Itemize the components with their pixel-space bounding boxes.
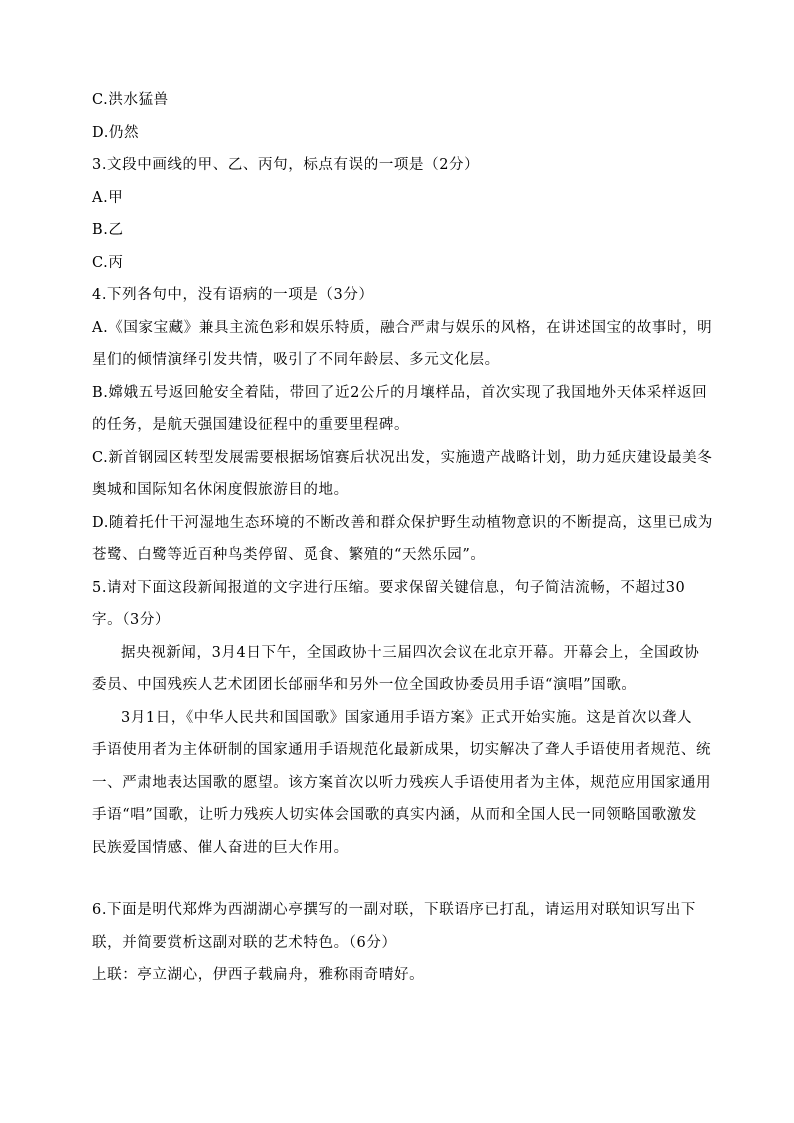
option-b-q3: B.乙 — [92, 222, 124, 238]
option-line: C.新首钢园区转型发展需要根据场馆赛后状况出发，实施遗产战略计划，助力延庆建设最美冬 — [92, 449, 713, 466]
paragraph-line: 一、严肃地表达国歌的愿望。该方案首次以听力残疾人手语使用者为主体，规范应用国家通用 — [92, 774, 712, 791]
news-paragraph-1 — [92, 637, 732, 702]
paragraph-line: 民族爱国情感、催人奋进的巨大作用。 — [92, 839, 349, 856]
stem-line: 5.请对下面这段新闻报道的文字进行压缩。要求保留关键信息，句子简洁流畅，不超过30 — [92, 579, 686, 596]
option-line: D.随着托什干河湿地生态环境的不断改善和群众保护野生动植物意识的不断提高，这里已成为 — [92, 514, 713, 531]
option-c-q2: C.洪水猛兽 — [92, 92, 169, 108]
option-d-q2: D.仍然 — [92, 124, 140, 141]
paragraph-line: 据央视新闻，3月4日下午，全国政协十三届四次会议在北京开幕。开幕会上，全国政协 — [121, 644, 700, 661]
paragraph-line: 委员、中国残疾人艺术团团长邰丽华和另外一位全国政协委员用手语“演唱”国歌。 — [92, 677, 637, 693]
option-line: 的任务，是航天强国建设征程中的重要里程碑。 — [92, 417, 410, 433]
option-a-q4 — [92, 312, 732, 377]
option-c-q4 — [92, 442, 732, 507]
option-line: A.《国家宝藏》兼具主流色彩和娱乐特质，融合严肃与娱乐的风格，在讲述国宝的故事时，明 — [92, 319, 713, 336]
document-page — [92, 84, 732, 992]
paragraph-line: 3月1日，《中华人民共和国国歌》国家通用手语方案》正式开始实施。这是首次以聋人 — [121, 709, 693, 726]
option-line: B.嫦娥五号返回舱安全着陆，带回了近2公斤的月壤样品，首次实现了我国地外天体采样返回 — [92, 384, 708, 401]
option-d-q4 — [92, 507, 732, 572]
paragraph-line: 手语“唱”国歌，让听力残疾人切实体会国歌的真实内涵，从而和全国人民一同领略国歌激发 — [92, 807, 697, 823]
news-paragraph-2 — [92, 702, 732, 865]
option-a-q3: A.甲 — [92, 189, 124, 206]
blank-space — [92, 864, 732, 894]
question-6-stem — [92, 894, 732, 959]
option-line: 苍鹭、白鹭等近百种鸟类停留、觅食、繁殖的“天然乐园”。 — [92, 547, 486, 563]
stem-line: 6.下面是明代郑烨为西湖湖心亭撰写的一副对联，下联语序已打乱，请运用对联知识写出下 — [92, 902, 696, 918]
option-line: 奥城和国际知名休闲度假旅游目的地。 — [92, 482, 349, 498]
upper-couplet: 上联：亭立湖心，伊西子载扁舟，雅称雨奇晴好。 — [92, 967, 425, 983]
stem-line: 联，并简要赏析这副对联的艺术特色。（6分） — [92, 934, 397, 951]
stem-line: 字。（3分） — [92, 612, 171, 628]
question-5-stem — [92, 572, 732, 637]
paragraph-line: 手语使用者为主体研制的国家通用手语规范化最新成果，切实解决了聋人手语使用者规范、统 — [92, 742, 712, 758]
option-b-q4 — [92, 377, 732, 442]
option-c-q3: C.丙 — [92, 254, 124, 271]
question-3-stem: 3.文段中画线的甲、乙、丙句，标点有误的一项是（2分） — [92, 157, 480, 173]
option-line: 星们的倾情演绎引发共情，吸引了不同年龄层、多元文化层。 — [92, 352, 500, 368]
question-4-stem: 4.下列各句中，没有语病的一项是（3分） — [92, 287, 374, 303]
